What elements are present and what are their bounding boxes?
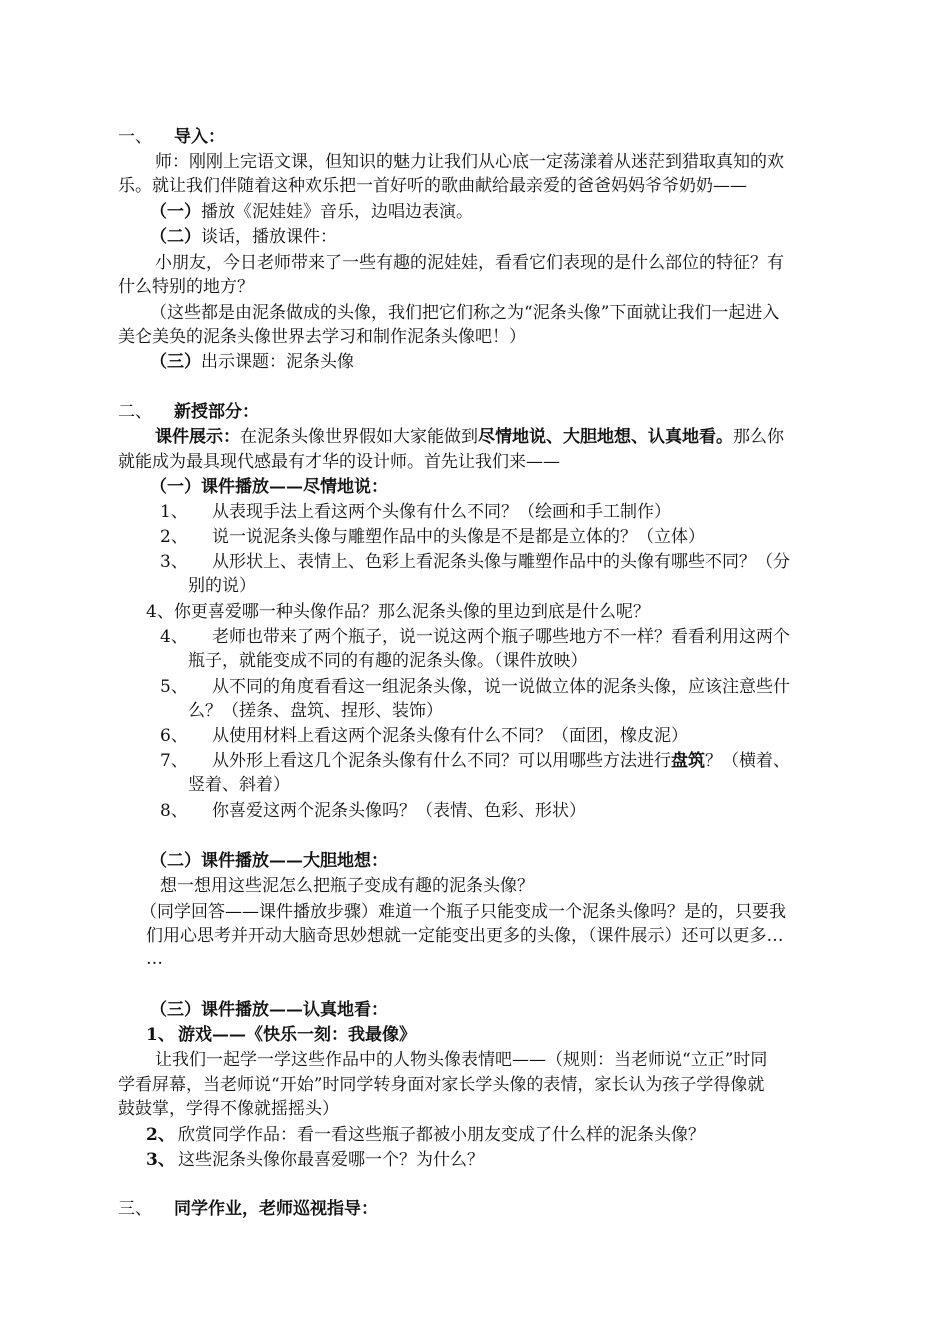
- section-number: 三、: [118, 1199, 152, 1219]
- item-number: 4、: [160, 627, 188, 647]
- item-continuation: 别的说）: [188, 576, 256, 596]
- item-label: （一）: [150, 202, 201, 222]
- paragraph: 想一想用这些泥怎么把瓶子变成有趣的泥条头像？: [160, 876, 534, 896]
- list-item: [160, 675, 790, 699]
- paragraph: 小朋友，今日老师带来了一些有趣的泥娃娃，看看它们表现的是什么部位的特征？有: [155, 253, 784, 273]
- item-number: 1、: [160, 502, 188, 522]
- section-title: 新授部分：: [174, 402, 259, 422]
- item-number: 3、: [146, 1150, 175, 1170]
- section-1-heading: [118, 125, 225, 149]
- text-run: 在泥条头像世界假如大家能做到: [240, 427, 478, 447]
- item-text: 你喜爱这两个泥条头像吗？（表情、色彩、形状）: [212, 801, 586, 821]
- subsection-heading: （一）课件播放——尽情地说：: [150, 477, 388, 497]
- section-3-heading: [118, 1197, 378, 1221]
- item-number: 1、: [146, 1025, 175, 1045]
- list-item: [150, 350, 354, 374]
- item-text: 播放《泥娃娃》音乐，边唱边表演。: [201, 202, 473, 222]
- paragraph: [155, 425, 784, 449]
- list-item: [160, 724, 688, 748]
- item-continuation: 竖着、斜着）: [188, 775, 290, 795]
- subsection-heading: （三）课件播放——认真地看：: [150, 1000, 388, 1020]
- section-number: 二、: [118, 402, 152, 422]
- list-item: 4、你更喜爱哪一种头像作品？那么泥条头像的里边到底是什么呢？: [146, 602, 650, 622]
- paragraph: 鼓鼓掌，学得不像就摇摇头）: [118, 1099, 339, 1119]
- item-label: （二）: [150, 227, 201, 247]
- item-text: 老师也带来了两个瓶子，说一说这两个瓶子哪些地方不一样？看看利用这两个: [212, 627, 790, 647]
- intro-label: 课件展示：: [155, 427, 240, 447]
- item-text: 出示课题：泥条头像: [201, 352, 354, 372]
- item-label: （三）: [150, 352, 201, 372]
- paragraph: 师：刚刚上完语文课，但知识的魅力让我们从心底一定荡漾着从迷茫到猎取真知的欢: [155, 152, 784, 172]
- item-number: 3、: [160, 552, 188, 572]
- list-item: [160, 625, 790, 649]
- item-number: 2、: [160, 527, 188, 547]
- item-text: 从形状上、表情上、色彩上看泥条头像与雕塑作品中的头像有哪些不同？（分: [212, 552, 790, 572]
- item-text: 这些泥条头像你最喜爱哪一个？为什么？: [178, 1150, 484, 1170]
- item-number: 6、: [160, 726, 188, 746]
- item-text: 从使用材料上看这两个泥条头像有什么不同？（面团，橡皮泥）: [212, 726, 688, 746]
- item-text: 从表现手法上看这两个头像有什么不同？（绘画和手工制作）: [212, 502, 671, 522]
- item-continuation: 么？（搓条、盘筑、捏形、装饰）: [188, 701, 443, 721]
- list-item: [150, 200, 473, 224]
- paragraph: …: [146, 949, 163, 969]
- emphasis-text: 盘筑: [671, 751, 705, 771]
- section-number: 一、: [118, 127, 152, 147]
- list-item: [160, 525, 705, 549]
- item-text: 欣赏同学作品：看一看这些瓶子都被小朋友变成了什么样的泥条头像？: [178, 1125, 705, 1145]
- section-2-heading: [118, 400, 259, 424]
- list-item: [160, 500, 671, 524]
- paragraph: 就能成为最具现代感最有才华的设计师。首先让我们来——: [118, 452, 560, 472]
- section-title: 同学作业，老师巡视指导：: [174, 1199, 378, 1219]
- item-text: 游戏——《快乐一刻：我最像》: [178, 1025, 416, 1045]
- paragraph: （这些都是由泥条做成的头像，我们把它们称之为“泥条头像”下面就让我们一起进入: [150, 303, 780, 323]
- item-number: 8、: [160, 801, 188, 821]
- item-text: 谈话，播放课件：: [201, 227, 337, 247]
- item-text: 从外形上看这几个泥条头像有什么不同？可以用哪些方法进行: [212, 751, 671, 771]
- item-text: ？（横着、: [705, 751, 790, 771]
- list-item: [150, 225, 337, 249]
- paragraph: 们用心思考并开动大脑奇思妙想就一定能变出更多的头像，（课件展示）还可以更多…: [146, 926, 784, 946]
- paragraph: 让我们一起学一学这些作品中的人物头像表情吧——（规则：当老师说“立正”时同: [155, 1050, 768, 1070]
- text-run: 那么你: [733, 427, 784, 447]
- subsection-heading: （二）课件播放——大胆地想：: [150, 851, 388, 871]
- item-number: 5、: [160, 677, 188, 697]
- paragraph: （同学回答——课件播放步骤）难道一个瓶子只能变成一个泥条头像吗？是的，只要我: [140, 902, 786, 922]
- list-item: [146, 1148, 484, 1172]
- item-text: 说一说泥条头像与雕塑作品中的头像是不是都是立体的？（立体）: [212, 527, 705, 547]
- list-item: [146, 1023, 416, 1047]
- item-number: 2、: [146, 1125, 175, 1145]
- list-item: [160, 799, 586, 823]
- list-item: [146, 1123, 705, 1147]
- paragraph: 美仑美奂的泥条头像世界去学习和制作泥条头像吧！）: [118, 327, 526, 347]
- list-item: [160, 550, 790, 574]
- list-item: [160, 749, 790, 773]
- paragraph: 乐。就让我们伴随着这种欢乐把一首好听的歌曲献给最亲爱的爸爸妈妈爷爷奶奶——: [118, 176, 747, 196]
- item-text: 从不同的角度看看这一组泥条头像，说一说做立体的泥条头像，应该注意些什: [212, 677, 790, 697]
- item-number: 7、: [160, 751, 188, 771]
- item-continuation: 瓶子，就能变成不同的有趣的泥条头像。（课件放映）: [188, 651, 588, 671]
- emphasis-text: 尽情地说、大胆地想、认真地看。: [478, 427, 733, 447]
- paragraph: 学看屏幕，当老师说“开始”时同学转身面对家长学头像的表情，家长认为孩子学得像就: [118, 1075, 765, 1095]
- paragraph: 什么特别的地方？: [118, 277, 254, 297]
- section-title: 导入：: [174, 127, 225, 147]
